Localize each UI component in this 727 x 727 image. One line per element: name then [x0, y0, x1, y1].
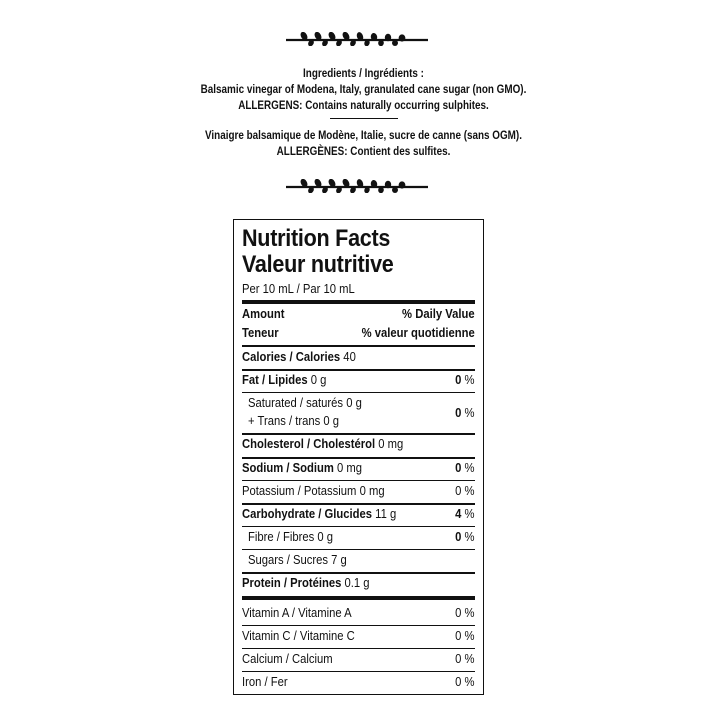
sugars-label: Sugars / Sucres — [248, 553, 329, 567]
carbohydrate-label: Carbohydrate / Glucides — [242, 507, 373, 521]
nutrition-title-en: Nutrition Facts — [242, 225, 391, 252]
ingredients-french — [180, 128, 547, 160]
calcium-pct: 0 % — [455, 652, 475, 666]
cholesterol-value: 0 mg — [378, 437, 404, 451]
ingredients-divider — [330, 118, 398, 119]
rule-mid-4 — [242, 457, 475, 459]
serving-size: Per 10 mL / Par 10 mL — [242, 282, 355, 296]
amount-label: Amount — [242, 307, 285, 321]
rule-thick-2 — [242, 596, 475, 600]
ingredients-english — [180, 66, 547, 114]
ingredients-heading: Ingredients / Ingrédients : — [303, 68, 424, 80]
rule-thin-2 — [242, 480, 475, 481]
rule-mid-5 — [242, 503, 475, 505]
rule-thin-3 — [242, 526, 475, 527]
cholesterol-label: Cholesterol / Cholestérol — [242, 437, 376, 451]
calories-value: 40 — [343, 350, 356, 364]
allergens-en — [180, 98, 547, 114]
potassium-pct: 0 % — [455, 484, 475, 498]
vitamin-a-pct: 0 % — [455, 606, 475, 620]
rule-thin-6 — [242, 648, 475, 649]
rule-thin-1 — [242, 392, 475, 393]
calories-label: Calories / Calories — [242, 350, 341, 364]
allergens-text-en: Contains naturally occurring sulphites. — [305, 100, 489, 112]
fibre-pct-sign: % — [464, 530, 475, 544]
iron-pct: 0 % — [455, 675, 475, 689]
carbohydrate-pct-sign: % — [464, 507, 475, 521]
nutrition-facts-panel — [233, 219, 484, 695]
teneur-label: Teneur — [242, 326, 279, 340]
daily-value-label-en: % Daily Value — [402, 307, 475, 321]
carbohydrate-value: 11 g — [375, 507, 397, 521]
vitamin-c-label: Vitamin C / Vitamine C — [242, 629, 355, 643]
vine-ornament-bottom — [286, 179, 428, 193]
trans-label: + Trans / trans — [248, 414, 321, 428]
rule-mid-6 — [242, 572, 475, 574]
potassium-label: Potassium / Potassium — [242, 484, 357, 498]
allergens-text-fr: Contient des sulfites. — [350, 146, 451, 158]
fibre-value: 0 g — [317, 530, 334, 544]
nutrition-title-fr: Valeur nutritive — [242, 251, 394, 278]
fat-pct-sign: % — [464, 373, 475, 387]
rule-mid-2 — [242, 369, 475, 371]
ingredients-text-en: Balsamic vinegar of Modena, Italy, granulated cane sugar (non GMO). — [200, 84, 527, 96]
sodium-value: 0 mg — [337, 461, 363, 475]
daily-value-label-fr: % valeur quotidienne — [361, 326, 475, 340]
rule-thick-1 — [242, 300, 475, 304]
potassium-value: 0 mg — [359, 484, 385, 498]
trans-value: 0 g — [323, 414, 340, 428]
vitamin-a-label: Vitamin A / Vitamine A — [242, 606, 352, 620]
rule-mid-3 — [242, 433, 475, 435]
sodium-label: Sodium / Sodium — [242, 461, 334, 475]
fibre-pct: 0 — [455, 530, 462, 544]
saturated-value: 0 g — [346, 396, 362, 410]
sodium-pct: 0 — [455, 461, 462, 475]
fat-label: Fat / Lipides — [242, 373, 308, 387]
sugars-value: 7 g — [331, 553, 347, 567]
vitamin-c-pct: 0 % — [455, 629, 475, 643]
iron-label: Iron / Fer — [242, 675, 288, 689]
rule-thin-7 — [242, 671, 475, 672]
protein-value: 0.1 g — [344, 576, 370, 590]
fat-value: 0 g — [310, 373, 327, 387]
fat-pct: 0 — [455, 373, 462, 387]
saturated-label: Saturated / saturés — [248, 396, 344, 410]
protein-label: Protein / Protéines — [242, 576, 342, 590]
rule-mid-1 — [242, 345, 475, 347]
ingredients-text-fr: Vinaigre balsamique de Modène, Italie, sucre de canne (sans OGM). — [205, 130, 522, 142]
vine-ornament-top — [286, 32, 428, 46]
allergens-fr — [180, 144, 547, 160]
rule-thin-5 — [242, 625, 475, 626]
allergens-label-en: ALLERGENS: — [238, 100, 303, 112]
carbohydrate-pct: 4 — [455, 507, 462, 521]
fibre-label: Fibre / Fibres — [248, 530, 315, 544]
calcium-label: Calcium / Calcium — [242, 652, 333, 666]
sodium-pct-sign: % — [464, 461, 475, 475]
rule-thin-4 — [242, 549, 475, 550]
allergens-label-fr: ALLERGÈNES: — [276, 146, 348, 158]
sat-trans-pct: 0 — [455, 406, 462, 420]
sat-trans-pct-sign: % — [464, 406, 475, 420]
